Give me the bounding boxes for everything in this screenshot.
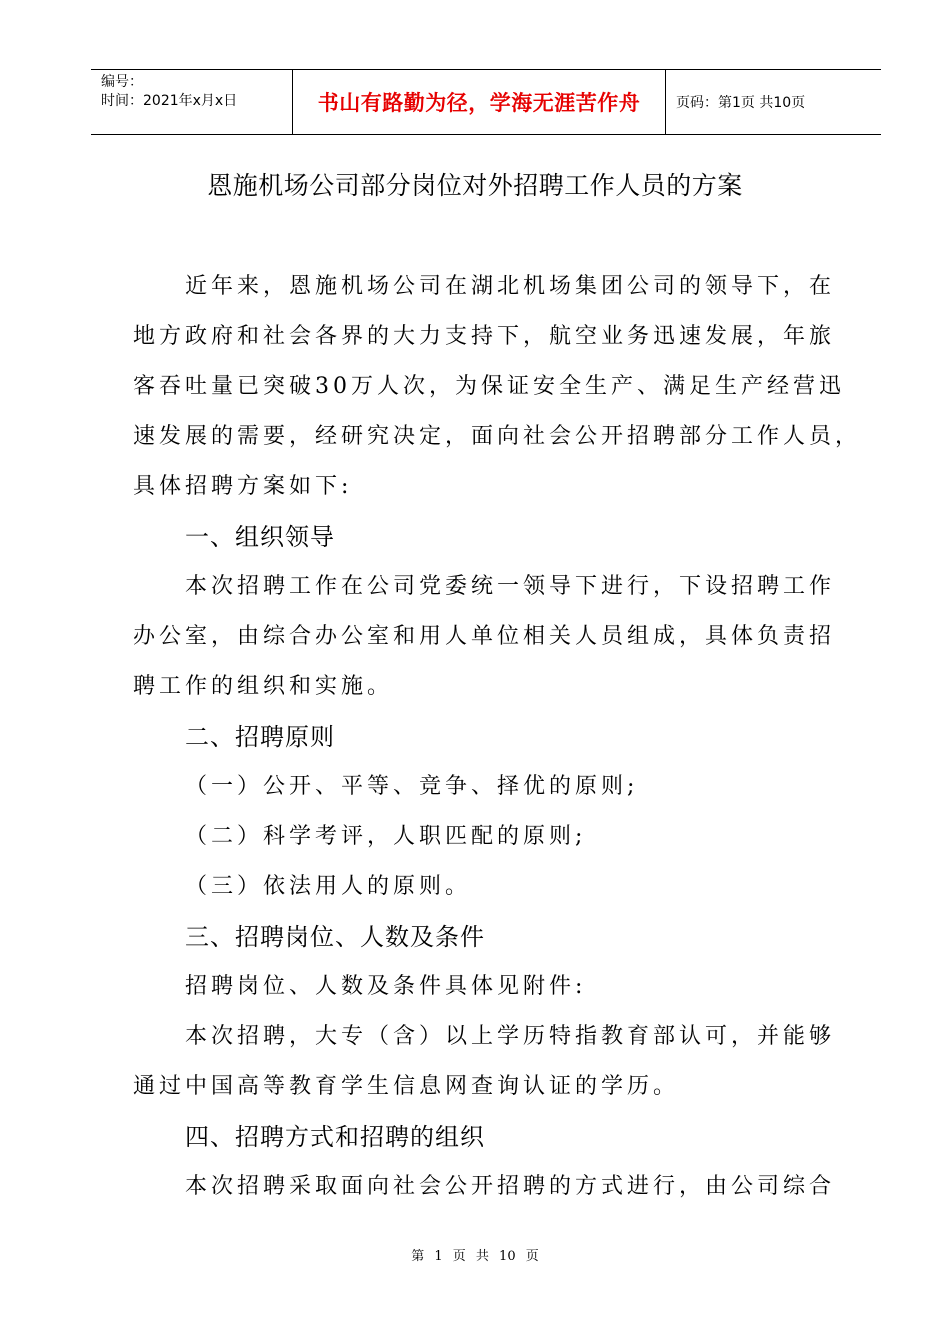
paragraph-line: 近年来，恩施机场公司在湖北机场集团公司的领导下，在 xyxy=(185,274,836,299)
paragraph-line: 招聘岗位、人数及条件具体见附件: xyxy=(185,974,587,999)
time-label: 时间：2021年x月x日 xyxy=(101,93,238,109)
section-heading: 四、招聘方式和招聘的组织 xyxy=(185,1123,485,1151)
section-heading: 二、招聘原则 xyxy=(185,723,335,751)
number-label: 编号： xyxy=(101,74,143,90)
list-item: （二）科学考评，人职匹配的原则; xyxy=(185,824,587,849)
document-title: 恩施机场公司部分岗位对外招聘工作人员的方案 xyxy=(207,171,743,200)
paragraph-line: 客吞吐量已突破30万人次，为保证安全生产、满足生产经营迅 xyxy=(133,374,845,399)
section-heading: 一、组织领导 xyxy=(185,523,335,551)
paragraph-line: 具体招聘方案如下: xyxy=(133,474,353,499)
header-page-info: 页码：第1页 共10页 xyxy=(676,95,806,111)
document-body xyxy=(133,262,862,1212)
page-header xyxy=(91,69,881,135)
paragraph-line: 地方政府和社会各界的大力支持下，航空业务迅速发展，年旅 xyxy=(133,324,836,349)
paragraph-line: 速发展的需要，经研究决定，面向社会公开招聘部分工作人员， xyxy=(133,424,862,449)
paragraph-line: 本次招聘采取面向社会公开招聘的方式进行，由公司综合 xyxy=(185,1174,836,1199)
page-footer: 第 1 页 共 10 页 xyxy=(411,1249,539,1264)
paragraph-line: 本次招聘工作在公司党委统一领导下进行，下设招聘工作 xyxy=(185,574,836,599)
header-motto: 书山有路勤为径，学海无涯苦作舟 xyxy=(293,70,666,134)
paragraph-line: 聘工作的组织和实施。 xyxy=(133,674,394,699)
list-item: （一）公开、平等、竞争、择优的原则; xyxy=(185,774,639,799)
paragraph-line: 办公室，由综合办公室和用人单位相关人员组成，具体负责招 xyxy=(133,624,836,649)
paragraph-line: 通过中国高等教育学生信息网查询认证的学历。 xyxy=(133,1074,680,1099)
header-meta xyxy=(91,70,293,134)
paragraph-line: 本次招聘，大专（含）以上学历特指教育部认可，并能够 xyxy=(185,1024,836,1049)
section-heading: 三、招聘岗位、人数及条件 xyxy=(185,923,485,951)
list-item: （三）依法用人的原则。 xyxy=(185,874,472,899)
